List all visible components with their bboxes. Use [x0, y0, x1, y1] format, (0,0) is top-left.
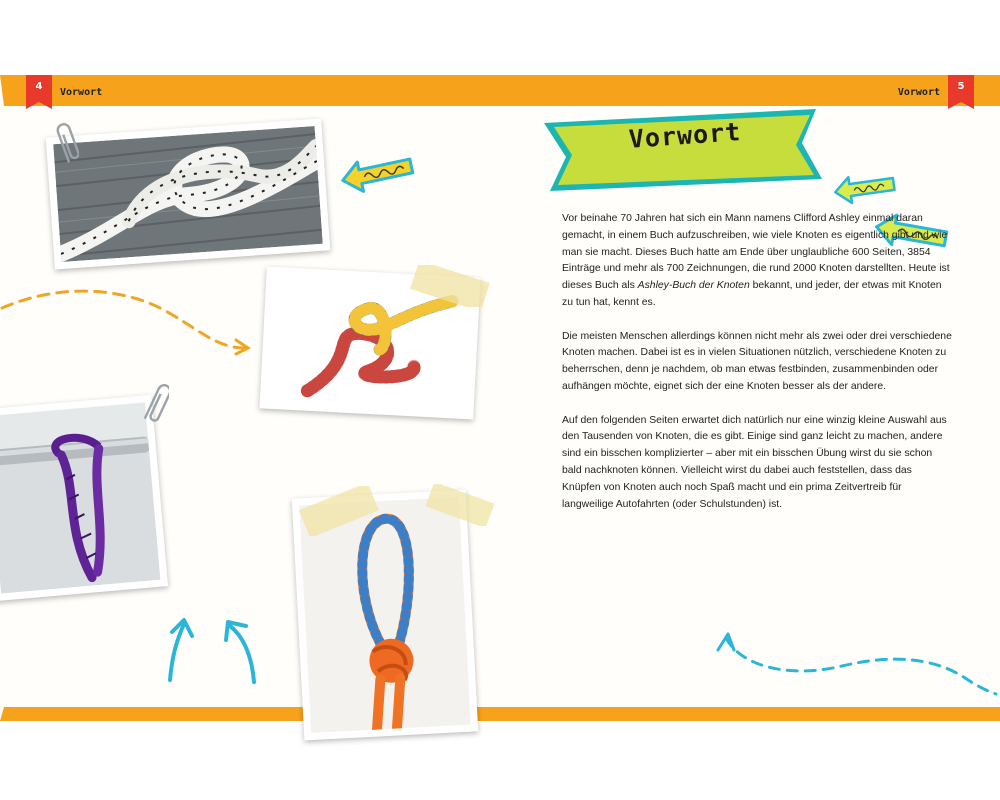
page-number-left: 4: [26, 75, 52, 109]
arrow-left-icon: [338, 152, 418, 194]
paragraph-text: Vor beinahe 70 Jahren hat sich ein Mann namens Clifford Ashley einmal daran gemacht, in einem Buch aufzuschreiben, wie viele Knoten es eigentlich gibt und wie man sie macht. Dieses Buch hatte am Ende über unglaubliche 600 Seiten, 3854 Einträge und mehr als 700 Zeichnungen, die rund 2000 Knoten darstellten. Heute ist dieses Buch als: [562, 213, 950, 292]
tape-strip: [292, 486, 382, 536]
arrow-left-icon: [832, 170, 898, 206]
paragraph: [562, 211, 952, 312]
paperclip-icon: [55, 122, 79, 168]
header-band: [0, 75, 1000, 108]
dashed-arrow-icon: [712, 628, 1000, 700]
tape-strip: [420, 484, 500, 526]
paragraph: [562, 329, 952, 396]
dashed-arrow-icon: [0, 288, 255, 358]
paragraph-text: Die meisten Menschen allerdings können nicht mehr als zwei oder drei verschiedene Knoten machen. Dabei ist es in vielen Situationen nützlich, verschiedene Knoten zu beherrschen, denn je nachdem, ob man etwas festbinden, zusammenbinden oder aufhängen möchte, eignet sich der eine Knoten besser als der andere.: [562, 330, 952, 392]
paragraph-text: bekannt, und jeder, der etwas mit Knoten zu tun hat, kennt es.: [562, 280, 942, 308]
page-title: Vorwort: [627, 117, 743, 154]
body-text: [562, 211, 952, 530]
tape-strip: [405, 265, 495, 307]
book-title-italic: Ashley-Buch der Knoten: [637, 280, 750, 292]
paragraph-text: Auf den folgenden Seiten erwartet dich natürlich nur eine winzig kleine Auswahl aus den Tausenden von Knoten, die es gibt. Einige sind ganz leicht zu machen, andere sind ein bisschen komplizierter – aber mit ein bisschen Übung wirst du sie schon bald nachknoten können. Vielleicht wirst du dabei auch feststellen, dass das Knüpfen von Knoten auch noch Spaß macht und ein prima Zeitvertreib für langweilige Autofahrten (oder Schulstunden) ist.: [562, 414, 947, 510]
paragraph: [562, 413, 952, 514]
page-number-right: 5: [948, 75, 974, 109]
footer-band: [0, 703, 1000, 721]
curved-arrow-icon: [158, 612, 268, 684]
running-title-left: Vorwort: [60, 87, 103, 98]
photo-figure-eight-white-rope: [46, 119, 331, 270]
paperclip-icon: [143, 380, 169, 428]
running-title-right: Vorwort: [897, 87, 940, 98]
